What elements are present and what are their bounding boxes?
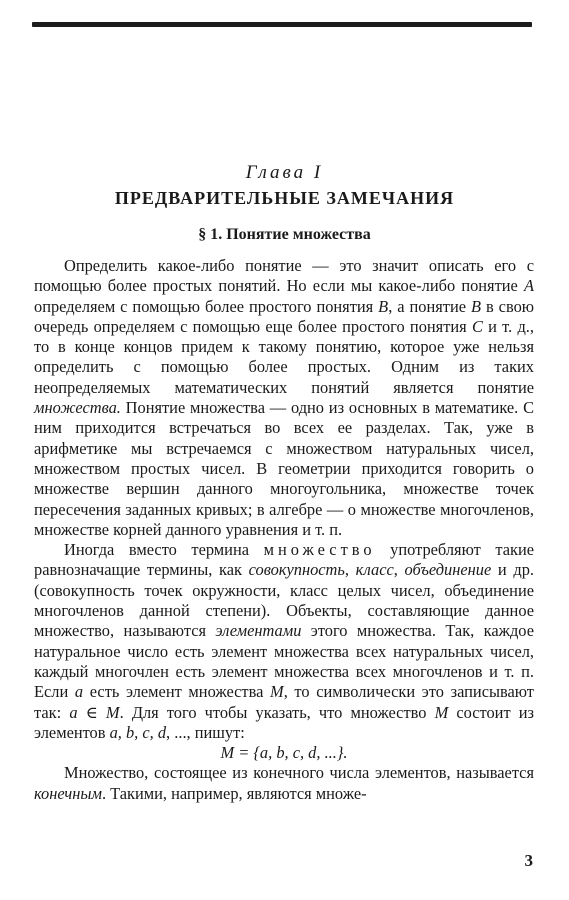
emphasized-term: объединение [404,560,492,580]
text-span: , ..., пишут: [166,722,245,742]
text-span: Множество, состоящее из конечного числа элементов, называется [64,763,534,783]
text-span: , [344,560,356,580]
math-symbol: a [74,682,84,702]
paragraph [34,763,534,804]
text-span: в свою очередь определяем с помощью еще более простого понятия [34,296,535,336]
text-span: , а понятие [388,296,471,316]
math-symbol: A [523,276,534,296]
math-symbol: M [434,702,449,722]
text-span: Определить какое-либо понятие — это значит описать его с помощью более простых понятий. Но если мы какое-либо понятие [34,256,534,296]
body-text [34,256,534,804]
text-span: Иногда вместо термина [64,540,264,560]
emphasized-term: класс [355,560,394,580]
text-span: . Такими, например, являются множе- [101,783,367,803]
chapter-title: ПРЕДВАРИТЕЛЬНЫЕ ЗАМЕЧАНИЯ [114,188,455,208]
paragraph [34,540,534,743]
paragraph [34,256,534,540]
math-expression: a, b, c, d [109,722,167,742]
emphasized-term: конечным [34,783,102,803]
spaced-term: множество [263,540,376,560]
text-span: Понятие множества — одно из основных в математике. С ним приходится встречаться во всех ее разделах. Так, уже в арифметике мы встречаемся с множеством натуральных чисел, множеством простых чисел. В геометрии приходится говорить о множестве вершин данного многоугольника, множестве точек пересечения заданных кривых; в алгебре — о множестве многочленов, множестве корней данного уравнения и т. п. [34,398,534,539]
set-formula: M = {a, b, c, d, ...}. [220,743,348,763]
text-span: употребляют такие равнозначащие термины, как [34,540,534,580]
chapter-label: Глава I [245,162,324,183]
section-title: § 1. Понятие множества [198,226,371,243]
math-symbol: C [471,316,483,336]
math-symbol: B [378,296,389,316]
math-symbol: B [470,296,481,316]
text-span: , [393,560,405,580]
text-span: этого множества. Так, каждое натуральное число есть элемент множества всех натуральных чисел, каждый многочлен есть элемент множества всех многочленов и т. п. Если [34,621,534,702]
text-span: есть элемент множества [83,682,271,702]
math-symbol: M [270,682,284,702]
top-rule [32,22,532,27]
text-span: определяем с помощью более простого понятия [34,296,379,316]
emphasized-term: множества. [34,398,121,418]
math-expression: a ∈ M [69,702,120,722]
text-span: и др. (совокупность точек окружности, класс целых чисел, объединение многочленов данной степени). Объекты, составляющие данное множество, называются [34,560,535,641]
page-number: 3 [524,851,533,870]
text-span: состоит из элементов [34,702,534,742]
text-span: . Для того чтобы указать, что множество [119,702,435,722]
emphasized-term: элементами [215,621,302,641]
text-span: , то символически это записывают так: [34,682,534,722]
emphasized-term: совокупность [248,560,345,580]
text-span: и т. д., то в конце концов придем к такому понятию, которое уже нельзя определить с помощью более простых. Одним из таких неопределяемых математических понятий является понятие [34,316,534,397]
